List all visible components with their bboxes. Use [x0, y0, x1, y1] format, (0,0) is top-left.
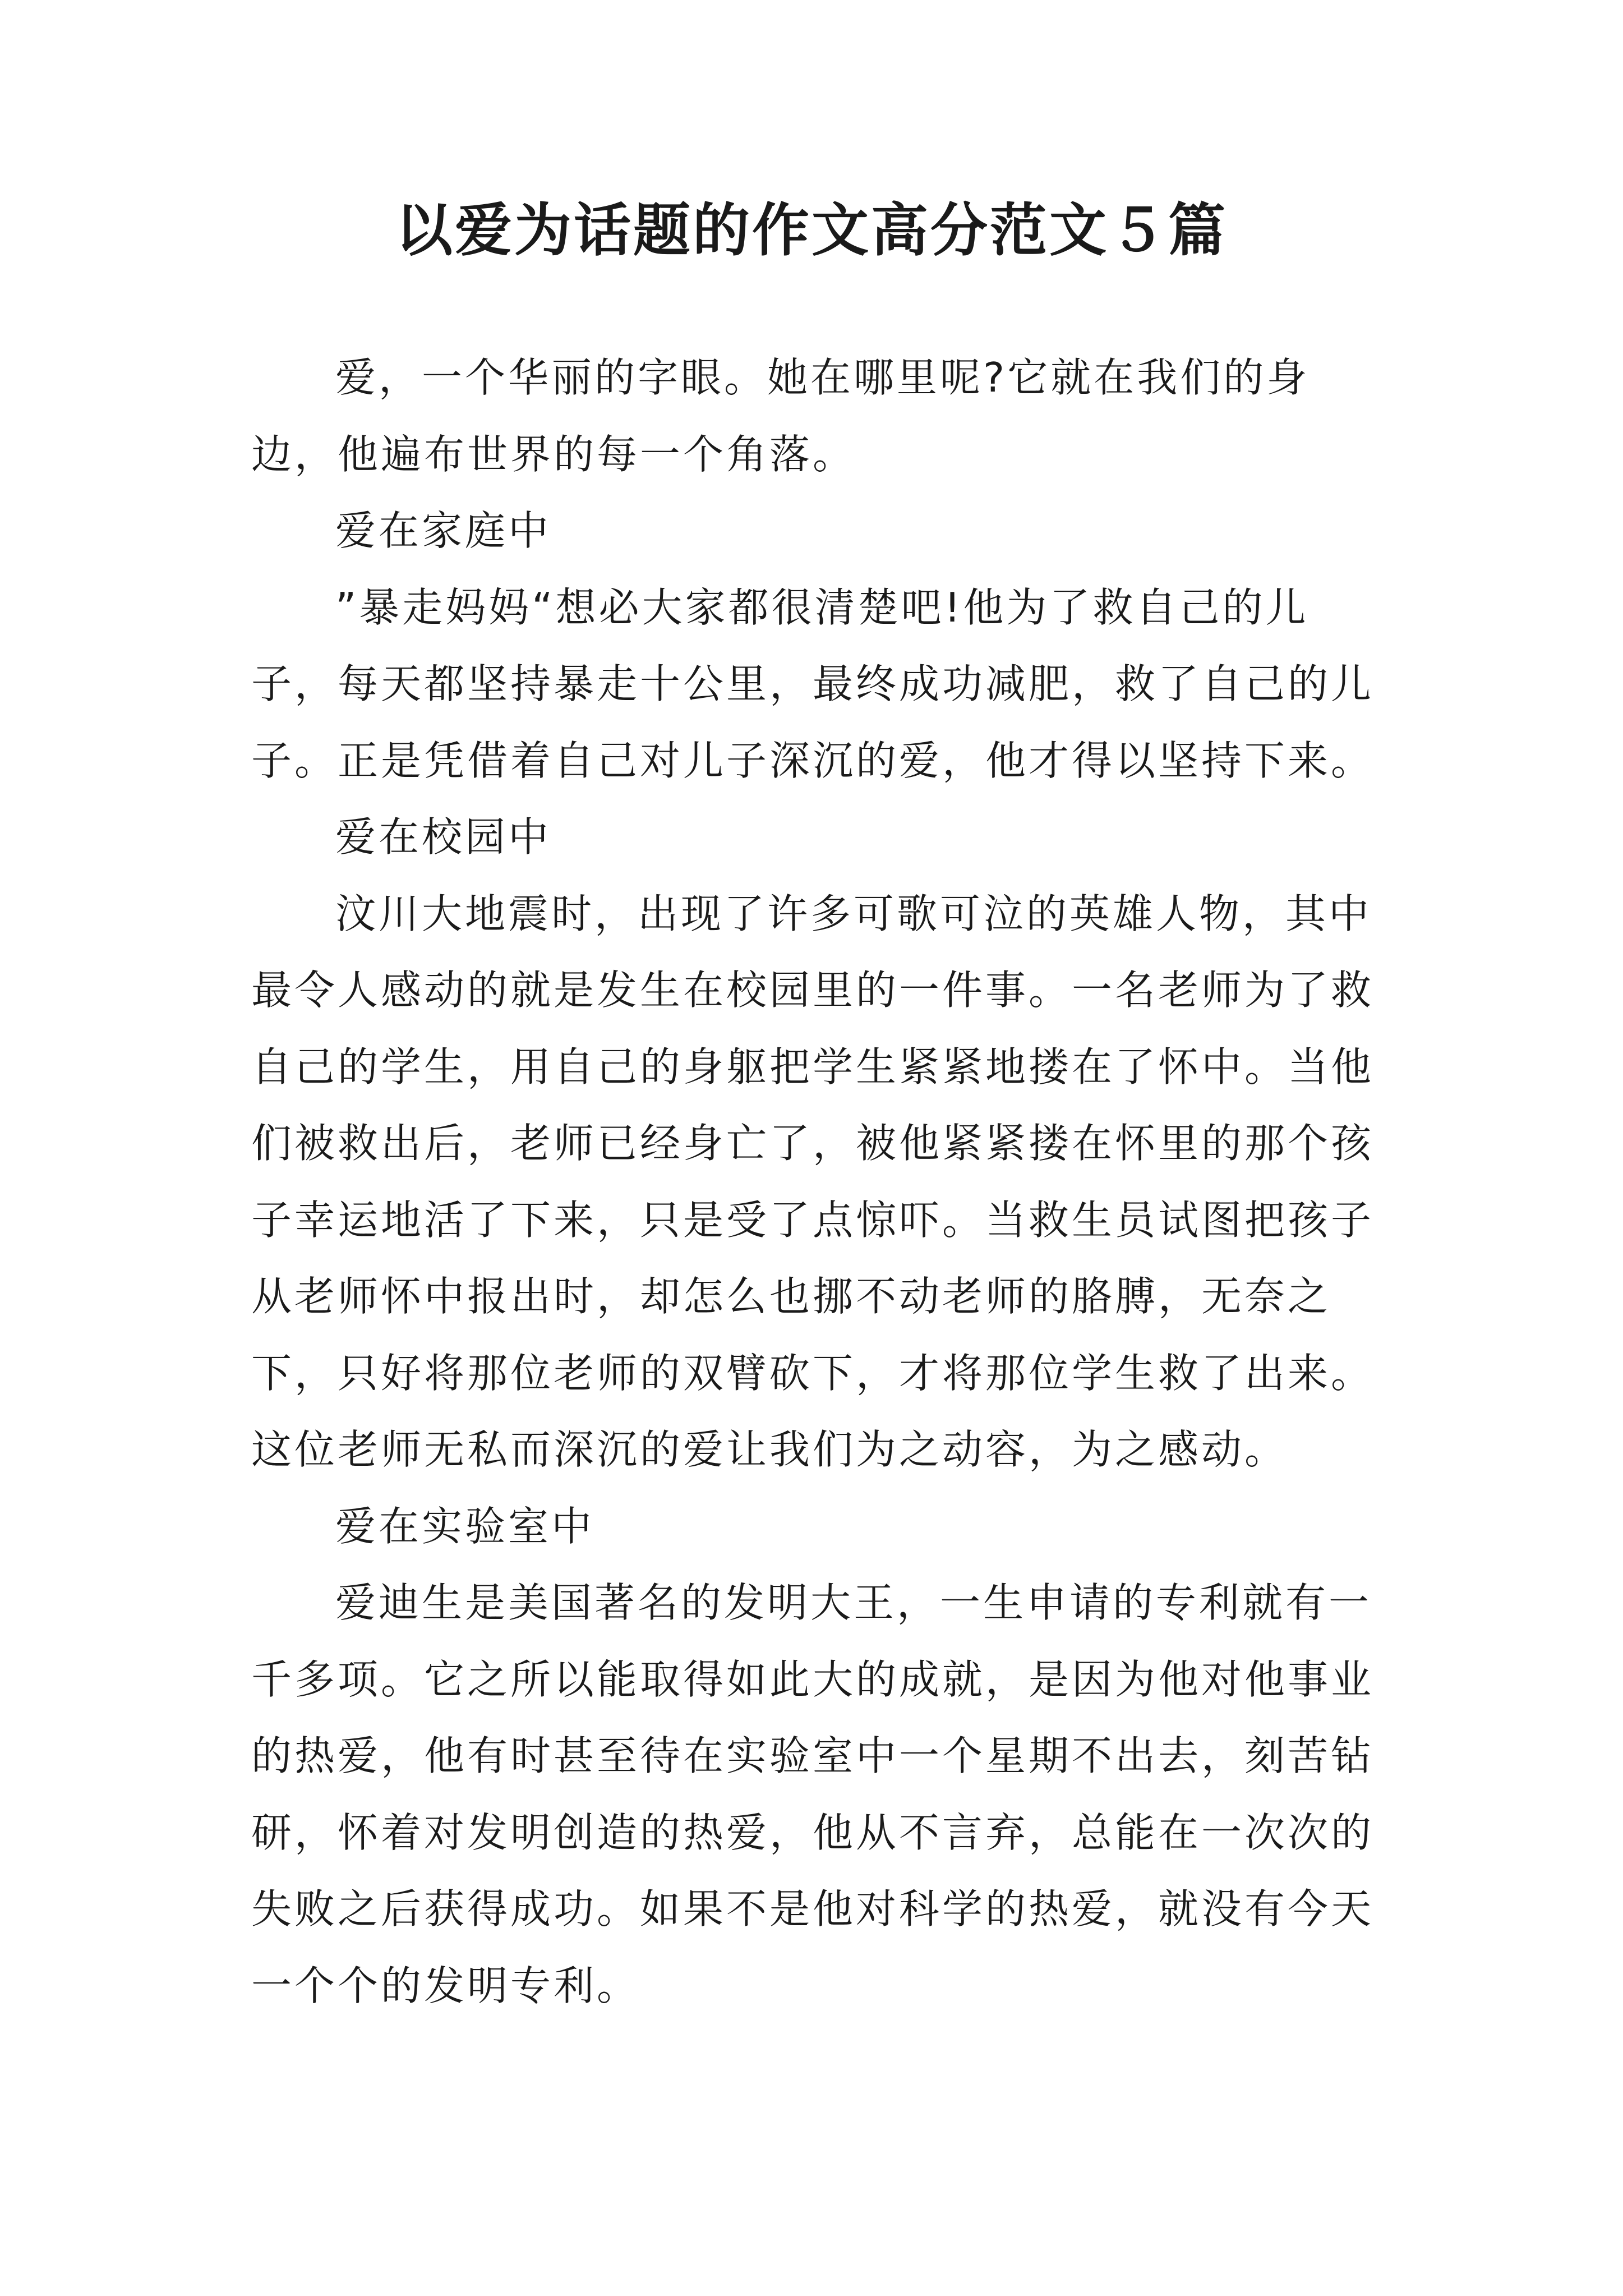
paragraph-family: ”暴走妈妈“想必大家都很清楚吧!他为了救自己的儿子，每天都坚持暴走十公里，最终成功减肥，救了自己的儿子。正是凭借着自己对儿子深沉的爱，他才得以坚持下来。 [251, 583, 1375, 784]
paragraph-laboratory: 爱迪生是美国著名的发明大王，一生申请的专利就有一千多项。它之所以能取得如此大的成就，是因为他对他事业的热爱，他有时甚至待在实验室中一个星期不出去，刻苦钻研，怀着对发明创造的热爱，他从不言弃，总能在一次次的失败之后获得成功。如果不是他对科学的热爱，就没有今天一个个的发明专利。 [251, 1579, 1375, 2009]
section-heading-laboratory: 爱在实验室中 [335, 1502, 595, 1550]
paragraph-campus: 汶川大地震时，出现了许多可歌可泣的英雄人物，其中最令人感动的就是发生在校园里的一件事。一名老师为了救自己的学生，用自己的身躯把学生紧紧地搂在了怀中。当他们被救出后，老师已经身亡了，被他紧紧搂在怀里的那个孩子幸运地活了下来，只是受了点惊吓。当救生员试图把孩子从老师怀中报出时，却怎么也挪不动老师的胳膊，无奈之下，只好将那位老师的双臂砍下，才将那位学生救了出来。这位老师无私而深沉的爱让我们为之动容，为之感动。 [251, 890, 1375, 1473]
section-heading-family: 爱在家庭中 [335, 507, 552, 554]
paragraph-intro: 爱，一个华丽的字眼。她在哪里呢?它就在我们的身边，他遍布世界的每一个角落。 [251, 354, 1310, 478]
document-title: 以爱为话题的作文高分范文５篇 [395, 197, 1228, 264]
document-body [251, 339, 1387, 2024]
section-heading-campus: 爱在校园中 [335, 813, 552, 861]
